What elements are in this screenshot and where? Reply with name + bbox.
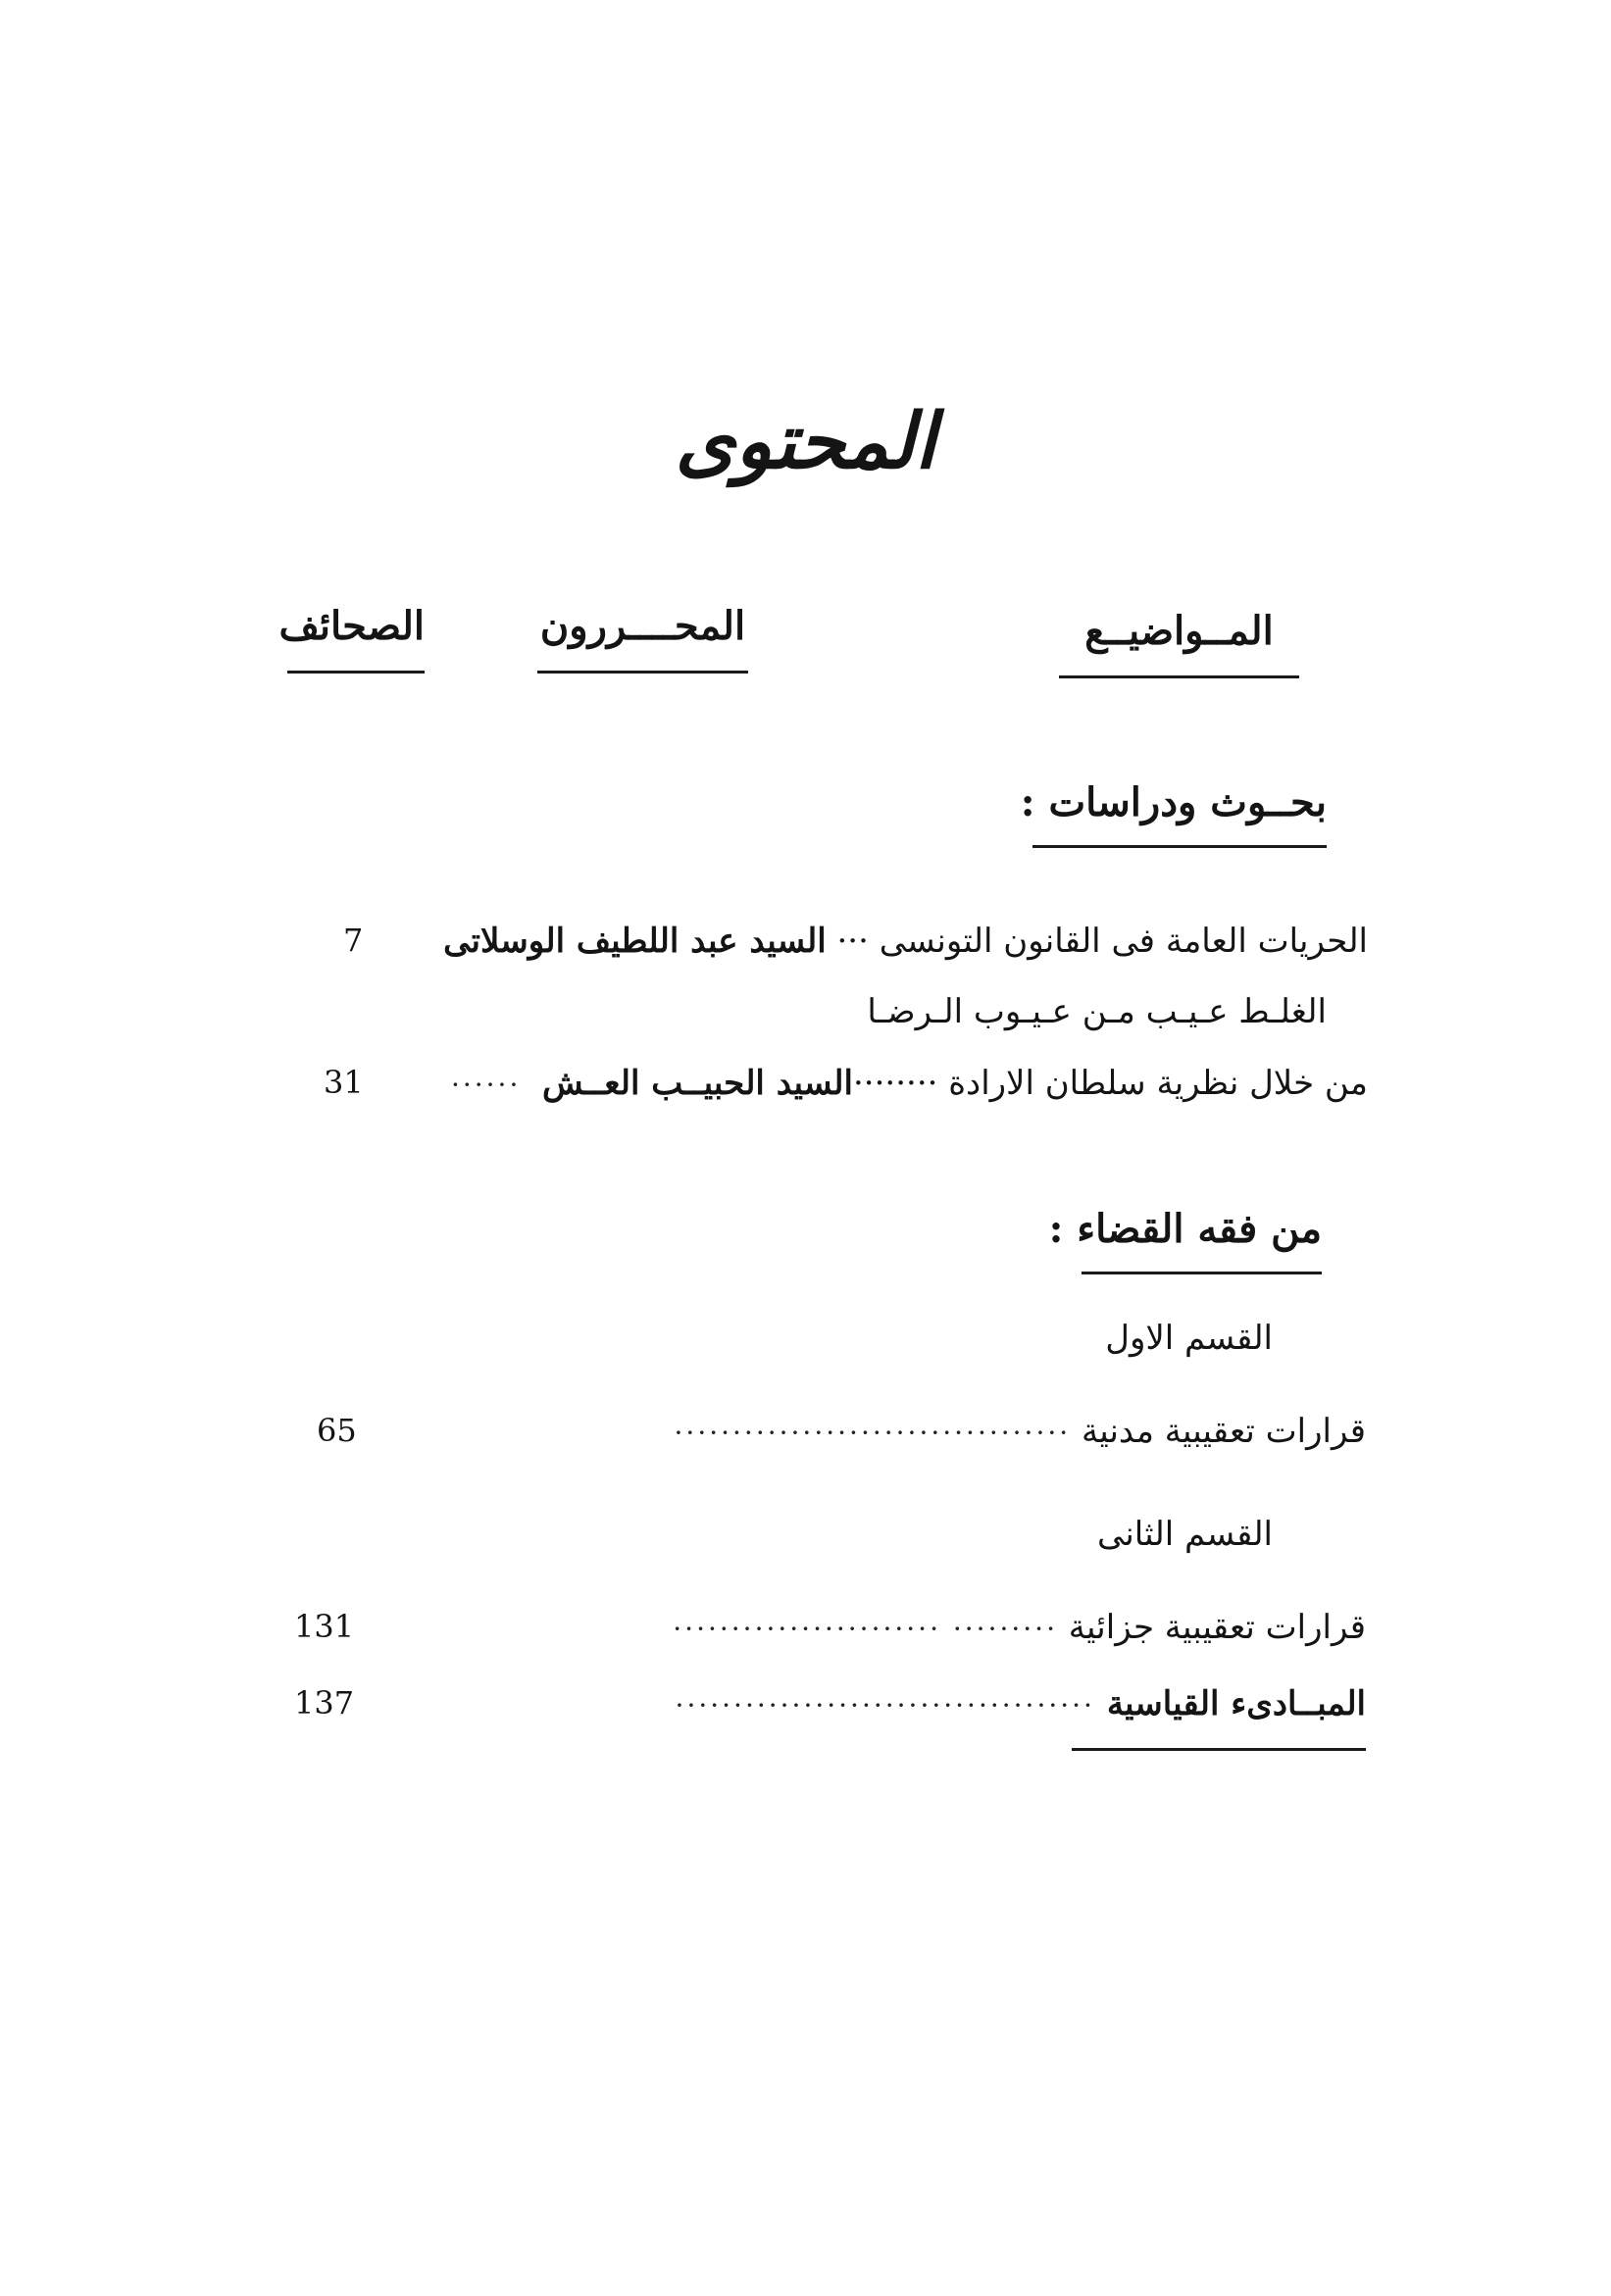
dot-leader: ······ [450, 1069, 522, 1101]
dot-leader: ·································· [674, 1417, 1072, 1449]
entry-page-number: 65 [317, 1412, 357, 1449]
entry-author: السيد عبد اللطيف الوسلاتى [443, 922, 827, 961]
entry-topic: المبــادىء القياسية [1106, 1684, 1366, 1723]
page-title: المحتوى [675, 397, 936, 486]
toc-entry-error-title: الغلـط عـيـب مـن عـيـوب الـرضـا [867, 992, 1327, 1031]
toc-entry-public-freedoms[interactable] [443, 922, 1368, 961]
principles-underline [1072, 1748, 1366, 1751]
entry-topic: الحريات العامة فى القانون التونسى ··· [836, 922, 1368, 961]
toc-entry-error[interactable] [451, 1064, 1368, 1103]
entry-topic: قرارات تعقيبية جزائية [1068, 1608, 1366, 1647]
column-heading-topics: المــواضيــع [1059, 608, 1299, 678]
entry-author: السيد الحبيــب العــش [541, 1064, 853, 1103]
entry-page-number: 131 [294, 1608, 355, 1645]
toc-entry-criminal-rulings[interactable] [673, 1608, 1366, 1647]
entry-page-number: 7 [343, 922, 364, 959]
toc-entry-principles[interactable] [676, 1684, 1366, 1723]
section-heading-research: بحــوث ودراسات : [1032, 779, 1327, 848]
subsection-heading-part1: القسم الاول [1105, 1319, 1273, 1358]
entry-page-number: 31 [324, 1064, 364, 1101]
entry-topic: قرارات تعقيبية مدنية [1081, 1412, 1366, 1451]
section-heading-case-law: من فقه القضاء : [1082, 1206, 1322, 1274]
dot-leader: ···································· [675, 1689, 1095, 1722]
entry-page-number: 137 [294, 1684, 355, 1722]
column-heading-pages: الصحائف [287, 603, 425, 674]
entry-topic: من خلال نظرية سلطان الارادة ········ [852, 1064, 1368, 1103]
dot-leader: ········· ······················· [673, 1613, 1058, 1645]
subsection-heading-part2: القسم الثانى [1097, 1515, 1273, 1554]
column-heading-editors: المحــــررون [537, 603, 748, 674]
toc-entry-civil-rulings[interactable] [675, 1412, 1366, 1451]
